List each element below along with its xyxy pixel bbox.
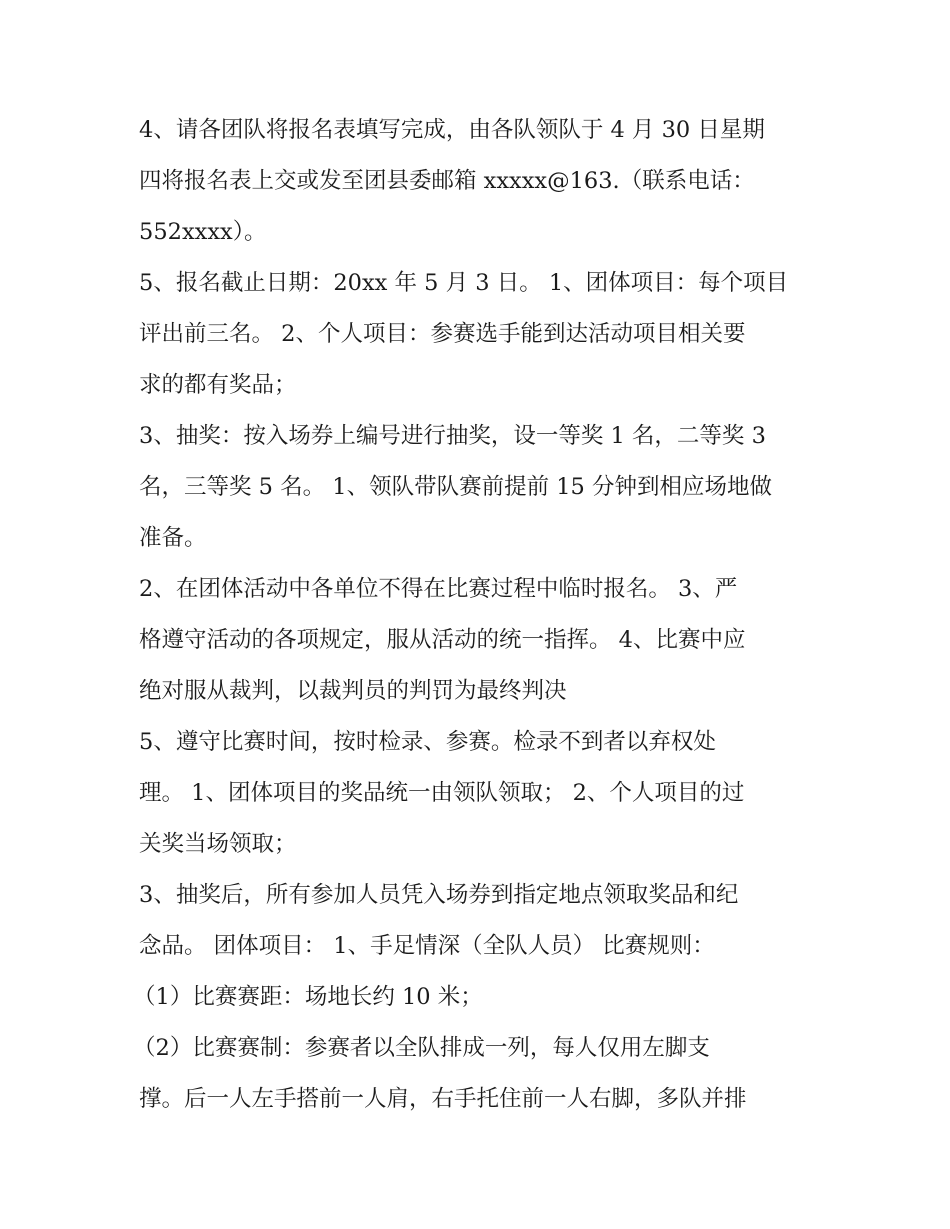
text-line-17: 念品。 团体项目： 1、手足情深（全队人员） 比赛规则： [139, 933, 715, 959]
text-line-6: 求的都有奖品； [139, 372, 297, 398]
text-line-16: 3、抽奖后，所有参加人员凭入场券到指定地点领取奖品和纪 [139, 882, 739, 908]
text-line-8: 名，三等奖 5 名。 1、领队带队赛前提前 15 分钟到相应场地做 [139, 474, 773, 500]
text-line-5: 评出前三名。 2、个人项目：参赛选手能到达活动项目相关要 [139, 321, 746, 347]
document-body [133, 105, 819, 1125]
text-line-14: 理。 1、团体项目的奖品统一由领队领取； 2、个人项目的过 [139, 780, 745, 806]
text-line-10: 2、在团体活动中各单位不得在比赛过程中临时报名。 3、严 [139, 576, 738, 602]
text-line-15: 关奖当场领取； [139, 831, 297, 857]
text-line-2: 四将报名表上交或发至团县委邮箱 xxxxx@163.（联系电话： [139, 168, 755, 194]
text-line-7: 3、抽奖：按入场券上编号进行抽奖，设一等奖 1 名，二等奖 3 [139, 423, 766, 449]
text-line-19: （2）比赛赛制：参赛者以全队排成一列，每人仅用左脚支 [133, 1035, 710, 1061]
text-line-18: （1）比赛赛距：场地长约 10 米； [133, 984, 483, 1010]
text-line-12: 绝对服从裁判，以裁判员的判罚为最终判决 [139, 678, 567, 704]
text-line-13: 5、遵守比赛时间，按时检录、参赛。检录不到者以弃权处 [139, 729, 716, 755]
text-line-20: 撑。后一人左手搭前一人肩，右手托住前一人右脚，多队并排 [139, 1086, 747, 1112]
text-line-9: 准备。 [139, 525, 207, 551]
text-line-3: 552xxxx）。 [139, 219, 267, 245]
text-line-4: 5、报名截止日期：20xx 年 5 月 3 日。 1、团体项目：每个项目 [139, 270, 789, 296]
text-line-1: 4、请各团队将报名表填写完成，由各队领队于 4 月 30 日星期 [139, 117, 765, 143]
text-line-11: 格遵守活动的各项规定，服从活动的统一指挥。 4、比赛中应 [139, 627, 746, 653]
